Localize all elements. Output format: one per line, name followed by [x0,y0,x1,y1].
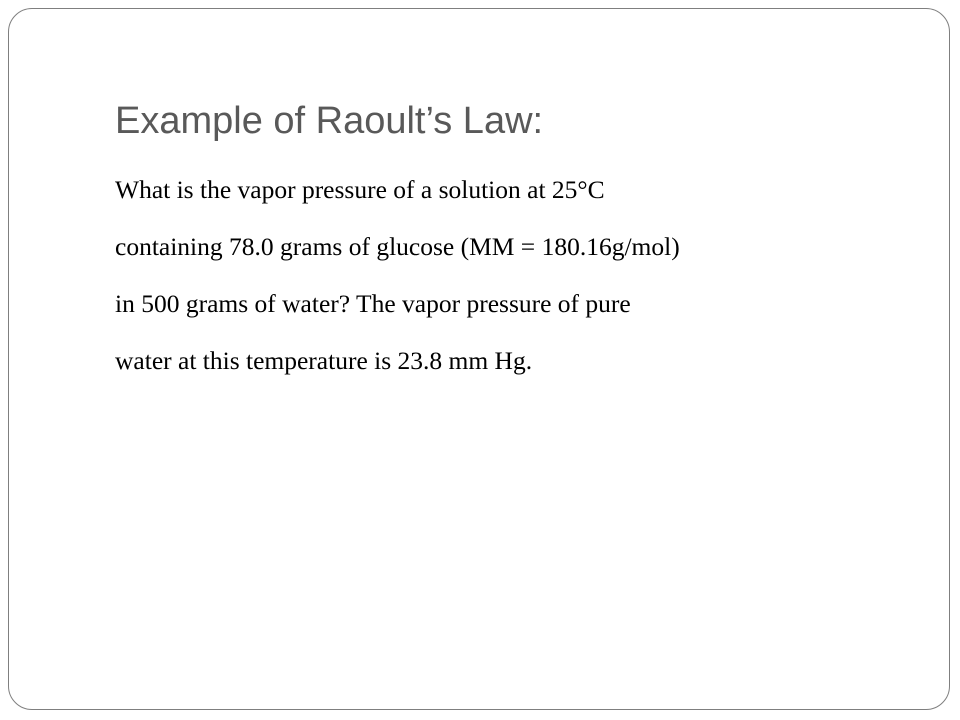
body-line-1: What is the vapor pressure of a solution at 25°C [115,175,605,204]
slide-body [115,161,895,389]
slide-title: Example of Raoult’s Law: [115,100,544,142]
body-line-4: water at this temperature is 23.8 mm Hg. [115,346,533,375]
slide-frame [8,8,950,710]
body-line-3: in 500 grams of water? The vapor pressure of pure [115,289,631,318]
body-line-2: containing 78.0 grams of glucose (MM = 180.16g/mol) [115,232,680,261]
